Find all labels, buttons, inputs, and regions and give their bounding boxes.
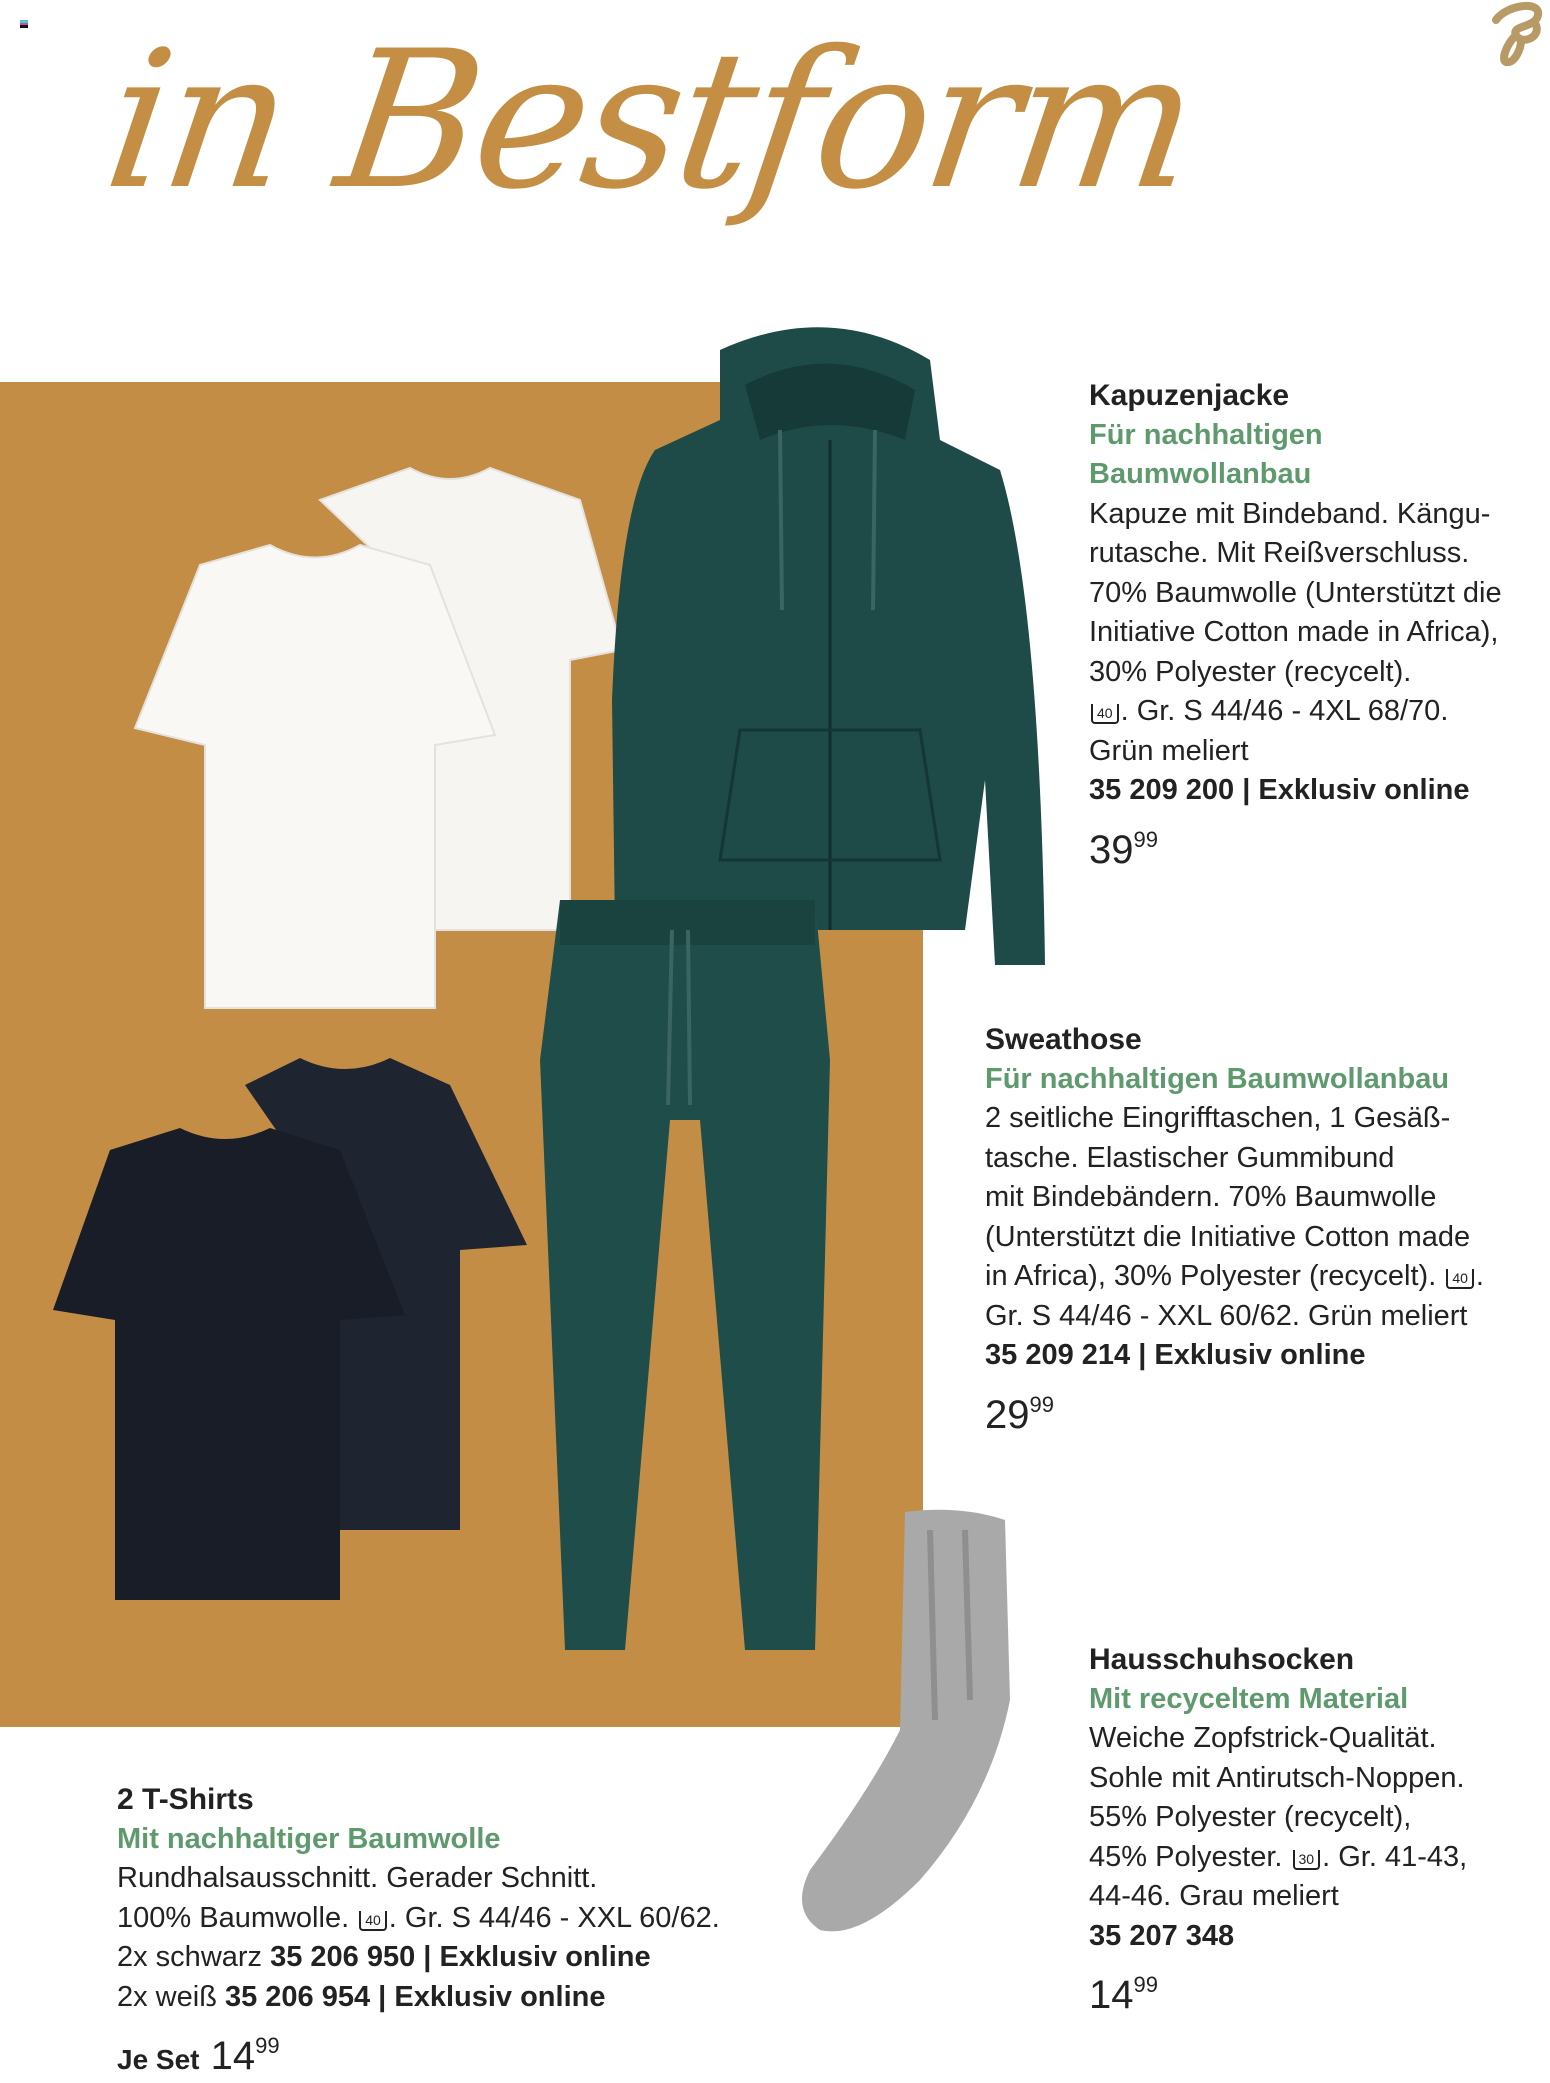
hoodie-image [612,327,1045,965]
product-description: Sohle mit Antirutsch-Noppen. [1089,1761,1465,1794]
price-cents: 99 [1133,1972,1158,1997]
color-info: 44-46. Grau meliert [1089,1880,1339,1912]
material-info: 100% Baumwolle. [117,1901,350,1934]
article-number: 35 209 214 | Exklusiv online [985,1339,1366,1371]
product-description: 2 seitliche Eingrifftaschen, 1 Gesäß- [985,1102,1451,1134]
product-description: Initiative Cotton made in Africa), [1089,616,1499,648]
product-description: mit Bindebändern. 70% Baumwolle [985,1181,1437,1213]
price [985,1382,1484,1438]
product-description: 30% Polyester (recycelt). [1089,655,1412,688]
product-description: 70% Baumwolle (Unterstützt die [1089,576,1502,609]
wash-40-icon: 40 [1091,704,1119,724]
product-subtitle: Mit recyceltem Material [1089,1682,1409,1715]
product-description: 45% Polyester. [1089,1840,1283,1873]
product-name: 2 T-Shirts [117,1783,254,1816]
page-title: in Bestform [94,10,1207,231]
slipper-sock-image [802,1510,1010,1932]
product-subtitle: Mit nachhaltiger Baumwolle [117,1822,501,1855]
price [117,2023,720,2083]
product-description: (Unterstützt die Initiative Cotton made [985,1220,1471,1253]
product-description: tasche. Elastischer Gummibund [985,1141,1395,1174]
price [1089,817,1502,873]
article-number: 35 206 950 | Exklusiv online [270,1941,651,1973]
product-description: Kapuze mit Bindeband. Kängu- [1089,497,1491,530]
product-description: Rundhalsausschnitt. Gerader Schnitt. [117,1862,598,1894]
article-number: 35 206 954 | Exklusiv online [224,1980,606,2013]
price-main: 14 [1089,1973,1134,2017]
article-number: 35 209 200 | Exklusiv online [1089,774,1470,806]
product-name: Hausschuhsocken [1089,1643,1355,1676]
variant-label: 2x schwarz [117,1941,263,1973]
size-info: . Gr. S 44/46 - 4XL 68/70. [1120,695,1449,727]
wash-30-icon: 30 [1293,1850,1321,1870]
price-main: 29 [985,1392,1030,1437]
product-description: in Africa), 30% Polyester (recycelt). [985,1260,1437,1292]
product-subtitle: Für nachhaltigen [1089,418,1323,451]
product-kapuzenjacke [1089,376,1502,873]
sweatpants-image [540,900,830,1650]
price-main: 39 [1089,827,1134,872]
product-name: Kapuzenjacke [1089,379,1290,412]
price-cents: 99 [1029,1391,1054,1417]
product-subtitle: Für nachhaltigen Baumwollanbau [985,1062,1450,1095]
size-info: . Gr. 41-43, [1322,1840,1468,1873]
product-sweathose: Sweathose Für nachhaltigen Baumwollanbau 2 seitliche Eingrifftaschen, 1 Gesäß- tasche. Elastischer Gummibund mit Bindebändern. 70% Baumwolle (Unterstützt die Initiative Cotton made in Africa), 30% Polyester (recycelt). 40 . Gr. S 44/46 - XXL 60/62. Grün meliert 35 209 214 | Exklusiv online $29^{99}$ [985,1020,1484,1438]
product-hausschuhsocken [1089,1640,1467,2018]
color-info: Grün meliert [1089,734,1249,767]
size-info: Gr. S 44/46 - XXL 60/62. Grün meliert [985,1299,1468,1332]
variant-label: 2x weiß [117,1980,217,2013]
size-info: . Gr. S 44/46 - XXL 60/62. [388,1901,720,1934]
price-main: 14 [210,2034,256,2078]
price-prefix: Je Set [117,2044,200,2075]
wash-40-icon: 40 [359,1911,387,1931]
product-description: Weiche Zopfstrick-Qualität. [1089,1722,1437,1754]
product-description: 55% Polyester (recycelt), [1089,1801,1412,1833]
product-name: Sweathose [985,1023,1142,1056]
product-subtitle: Baumwollanbau [1089,458,1312,490]
article-number: 35 207 348 [1089,1919,1235,1952]
price-cents: 99 [255,2033,280,2058]
price-cents: 99 [1133,826,1158,852]
product-description: rutasche. Mit Reißverschluss. [1089,537,1470,569]
wash-40-icon: 40 [1446,1269,1474,1289]
price [1089,1962,1467,2018]
product-tshirts [117,1780,720,2083]
